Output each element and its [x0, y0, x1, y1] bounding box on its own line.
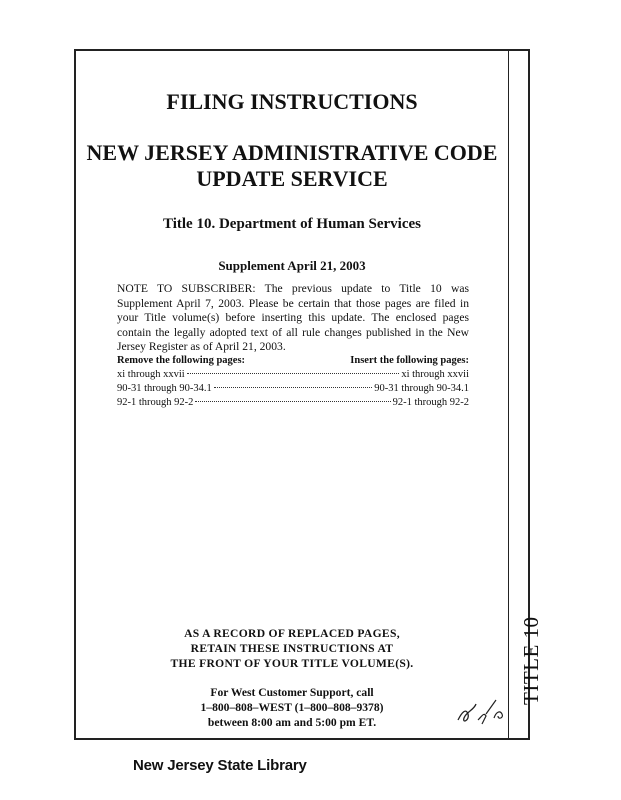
remove-pages-cell: 90-31 through 90-34.1 [117, 383, 212, 394]
side-tab-label: TITLE 10 [519, 616, 543, 705]
record-line: AS A RECORD OF REPLACED PAGES, [184, 627, 400, 640]
code-title [76, 140, 508, 192]
code-title-line2: UPDATE SERVICE [196, 166, 388, 191]
page-table-header [117, 355, 469, 366]
page-replacement-table [117, 355, 469, 410]
insert-pages-cell: 90-31 through 90-34.1 [374, 383, 469, 394]
customer-support [76, 685, 508, 730]
dot-leader [195, 401, 390, 402]
note-to-subscriber: NOTE TO SUBSCRIBER: The previous update to Title 10 was Supplement April 7, 2003. Please be certain that those pages are filed in your Title volume(s) before inserting this update. The enclosed pages contain the legally adopted text of all rule changes published in the New Jersey Register as of April 21, 2003. [117, 282, 469, 354]
remove-pages-header: Remove the following pages: [117, 355, 246, 366]
handwritten-initials-mark [452, 690, 512, 730]
dot-leader [187, 373, 400, 374]
filing-instructions-heading: FILING INSTRUCTIONS [166, 89, 418, 114]
code-title-line1: NEW JERSEY ADMINISTRATIVE CODE [86, 140, 498, 165]
page-row [117, 382, 469, 396]
record-line: RETAIN THESE INSTRUCTIONS AT [190, 642, 394, 655]
page-row [117, 368, 469, 382]
title-subject: Title 10. Department of Human Services [162, 216, 422, 232]
support-line: For West Customer Support, call [210, 686, 374, 699]
support-hours: between 8:00 am and 5:00 pm ET. [207, 716, 377, 729]
insert-pages-header: Insert the following pages: [350, 355, 469, 366]
record-instructions [76, 626, 508, 671]
support-phone: 1–800–808–WEST (1–800–808–9378) [200, 701, 384, 714]
footer-library-stamp: New Jersey State Library [133, 757, 307, 774]
supplement-date: Supplement April 21, 2003 [218, 258, 366, 273]
side-tab-divider [508, 49, 509, 740]
insert-pages-cell: 92-1 through 92-2 [392, 397, 469, 408]
dot-leader [214, 387, 372, 388]
insert-pages-cell: xi through xxvii [401, 369, 469, 380]
remove-pages-cell: xi through xxvii [117, 369, 185, 380]
page-row [117, 396, 469, 410]
record-line: THE FRONT OF YOUR TITLE VOLUME(S). [170, 657, 414, 670]
remove-pages-cell: 92-1 through 92-2 [117, 397, 194, 408]
